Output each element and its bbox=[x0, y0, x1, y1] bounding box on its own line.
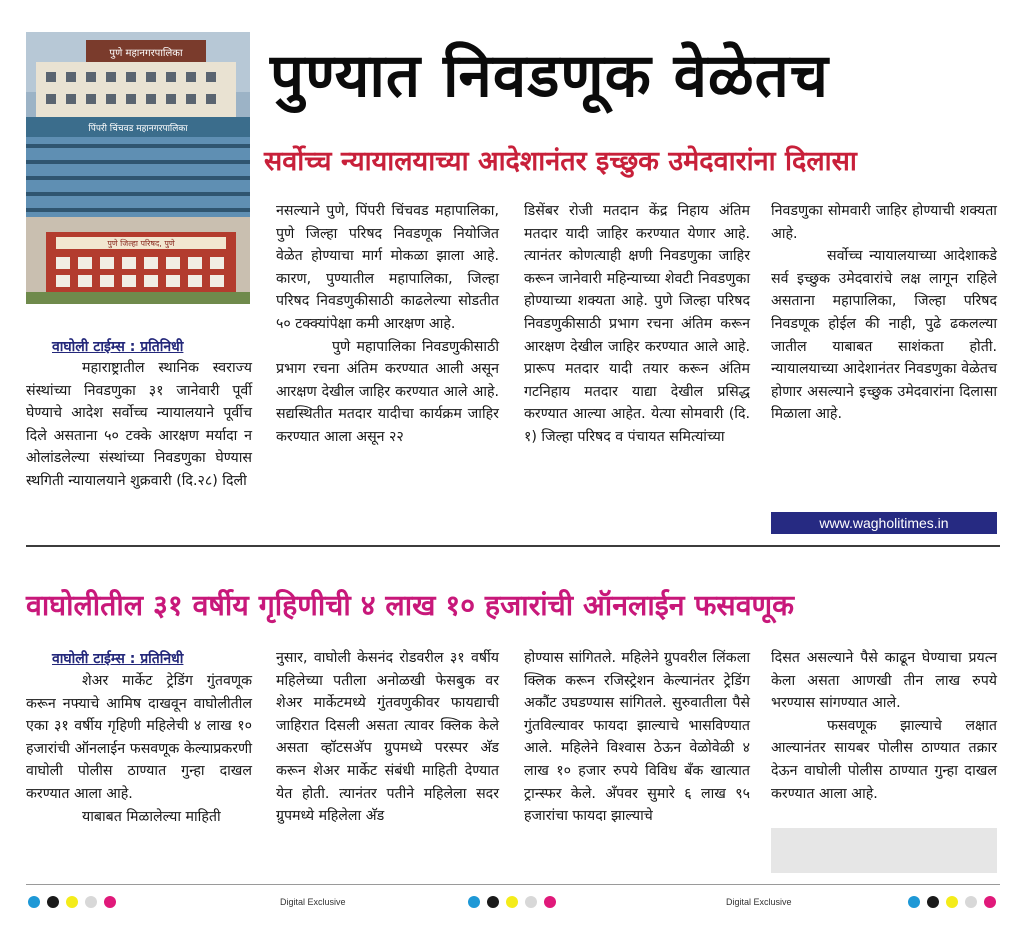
sub-headline: सर्वोच्च न्यायालयाच्या आदेशानंतर इच्छुक उमेदवारांना दिलासा bbox=[264, 146, 857, 177]
registration-dot bbox=[965, 896, 977, 908]
paragraph: शेअर मार्केट ट्रेडिंग गुंतवणूक करून नफ्याचे आमिष दाखवून वाघोलीतील एका ३१ वर्षीय गृहिणी महिलेची ४ लाख १० हजारांची ऑनलाईन फसवणूक केल्याप्रकरणी वाघोली पोलीस ठाण्यात गुन्हा दाखल करण्यात आला आहे. bbox=[26, 673, 252, 802]
paragraph: सर्वोच्च न्यायालयाच्या आदेशाकडे सर्व इच्छुक उमेदवारांचे लक्ष लागून राहिले असताना महापालिका, जिल्हा परिषद निवडणूक होईल की नाही, पुढे ढकलल्या जातील याबाबत साशंकता होती. न्यायालयाच्या आदेशानंतर निवडणुका वेळेतच होणार असल्याने इच्छुक उमेदवारांना दिलासा मिळाला आहे. bbox=[771, 248, 997, 423]
website-banner: www.wagholitimes.in bbox=[771, 512, 997, 534]
paragraph: होण्यास सांगितले. महिलेने ग्रुपवरील लिंकला क्लिक करून रजिस्ट्रेशन केल्यानंतर ट्रेडिंग अकौंट उघडण्यास सांगितले. सुरुवातीला पैसे गुंतविल्यावर फायदा झाल्याचे भासविण्यात आले. महिलेने विश्वास ठेऊन वेळोवेळी ४ लाख १० हजार रुपये विविध बँक खात्यात ट्रान्स्फर केले. अँपवर सुमारे ६ लाख ९५ हजारांचा फायदा झाल्याचे bbox=[524, 650, 750, 825]
registration-dot bbox=[487, 896, 499, 908]
footer-rule bbox=[26, 884, 1000, 885]
digital-exclusive-label: Digital Exclusive bbox=[280, 897, 346, 907]
registration-dot bbox=[984, 896, 996, 908]
paragraph: याबाबत मिळालेल्या माहिती bbox=[82, 808, 221, 825]
second-headline: वाघोलीतील ३१ वर्षीय गृहिणीची ४ लाख १० हजारांची ऑनलाईन फसवणूक bbox=[26, 589, 795, 622]
municipal-building-photo bbox=[26, 32, 250, 304]
article1-column-1 bbox=[26, 357, 252, 493]
registration-dot bbox=[946, 896, 958, 908]
article1-column-2 bbox=[276, 200, 499, 449]
byline: वाघोली टाईम्स : प्रतिनिधी bbox=[52, 339, 184, 355]
registration-dot bbox=[927, 896, 939, 908]
photo-sign-top: पुणे महानगरपालिका bbox=[109, 48, 183, 59]
color-registration-dots-right bbox=[908, 896, 996, 908]
article2-column-2 bbox=[276, 647, 499, 828]
article1-column-4 bbox=[771, 200, 997, 426]
photo-sign-mid: पिंपरी चिंचवड महानगरपालिका bbox=[88, 124, 188, 134]
paragraph: महाराष्ट्रातील स्थानिक स्वराज्य संस्थांच्या निवडणुका ३१ जानेवारी पूर्वी घेण्याचे आदेश सर्वोच्च न्यायालयाने पूर्वीच दिले असताना ५० टक्के आरक्षण मर्यादा न ओलांडलेल्या संस्थांच्या निवडणुका घेण्यास स्थगिती न्यायालयाने शुक्रवारी (दि.२८) दिली bbox=[26, 360, 252, 489]
article1-column-3 bbox=[524, 200, 750, 449]
paragraph: नुसार, वाघोली केसनंद रोडवरील ३१ वर्षीय महिलेच्या पतीला अनोळखी फेसबुक वर शेअर मार्केटमध्ये गुंतवणुकीवर फायद्याची जाहिरात दिसली असता त्यावर क्लिक केले असता व्हॉटसअ‍ॅप ग्रुपमध्ये परस्पर अ‍ॅड करून शेअर मार्केट संबंधी माहिती देण्यात येत होती. त्यानंतर पतीने महिलेला सदर ग्रुपमध्ये महिलेला अ‍ॅड bbox=[276, 650, 499, 825]
color-registration-dots-center bbox=[468, 896, 556, 908]
main-headline: पुण्यात निवडणूक वेळेतच bbox=[270, 41, 829, 111]
registration-dot bbox=[506, 896, 518, 908]
registration-dot bbox=[544, 896, 556, 908]
registration-dot bbox=[47, 896, 59, 908]
registration-dot bbox=[468, 896, 480, 908]
article2-column-3 bbox=[524, 647, 750, 828]
registration-dot bbox=[525, 896, 537, 908]
paragraph: पुणे महापालिका निवडणुकीसाठी प्रभाग रचना अंतिम करण्यात आली असून आरक्षण देखील जाहिर करण्यात आले आहे. सद्यस्थितीत मतदार यादीचा कार्यक्रम जाहिर करण्यात आला असून २२ bbox=[276, 338, 499, 445]
registration-dot bbox=[28, 896, 40, 908]
registration-dot bbox=[85, 896, 97, 908]
article2-column-4 bbox=[771, 647, 997, 805]
paragraph: निवडणुका सोमवारी जाहिर होण्याची शक्यता आहे. bbox=[771, 203, 997, 242]
registration-dot bbox=[104, 896, 116, 908]
byline: वाघोली टाईम्स : प्रतिनिधी bbox=[52, 651, 184, 667]
paragraph: नसल्याने पुणे, पिंपरी चिंचवड महापालिका, पुणे जिल्हा परिषद निवडणूक नियोजित वेळेत होण्याचा मार्ग मोकळा झाला आहे. कारण, पुण्यातील महापालिका, जिल्हा परिषद निवडणुकीसाठी काढलेल्या सोडतीत ५० टक्क्यांपेक्षा कमी आरक्षण आहे. bbox=[276, 203, 499, 332]
paragraph: दिसत असल्याने पैसे काढून घेण्याचा प्रयत्न केला असता आणखी तीन लाख रुपये भरण्यास सांगण्यात आले. bbox=[771, 650, 997, 712]
photo-sign-bottom: पुणे जिल्हा परिषद, पुणे bbox=[107, 239, 175, 248]
paragraph: डिसेंबर रोजी मतदान केंद्र निहाय अंतिम मतदार यादी जाहिर करण्यात येणार आहे. त्यानंतर कोणत्याही क्षणी निवडणुका जाहिर करून जानेवारी महिन्याच्या शेवटी निवडणुका होण्याच्या शक्यता आहे. पुणे जिल्हा परिषद निवडणुकीसाठी प्रभाग रचना अंतिम करून आरक्षण देखील जाहिर करण्यात आले आहे. प्रारूप मतदार यादी तयार करून अंतिम गटनिहाय मतदार याद्या देखील प्रसिद्ध करण्यात आल्या आहेत. येत्या सोमवारी (दि. १) जिल्हा परिषद व पंचायत समित्यांच्या bbox=[524, 203, 750, 445]
grey-placeholder-box bbox=[771, 828, 997, 873]
registration-dot bbox=[66, 896, 78, 908]
section-divider bbox=[26, 545, 1000, 547]
registration-dot bbox=[908, 896, 920, 908]
paragraph: फसवणूक झाल्याचे लक्षात आल्यानंतर सायबर पोलीस ठाण्यात तक्रार देऊन वाघोली पोलीस ठाण्यात गुन्हा दाखल करण्यात आला आहे. bbox=[771, 717, 997, 802]
color-registration-dots-left bbox=[28, 896, 116, 908]
article2-column-1 bbox=[26, 670, 252, 828]
digital-exclusive-label: Digital Exclusive bbox=[726, 897, 792, 907]
